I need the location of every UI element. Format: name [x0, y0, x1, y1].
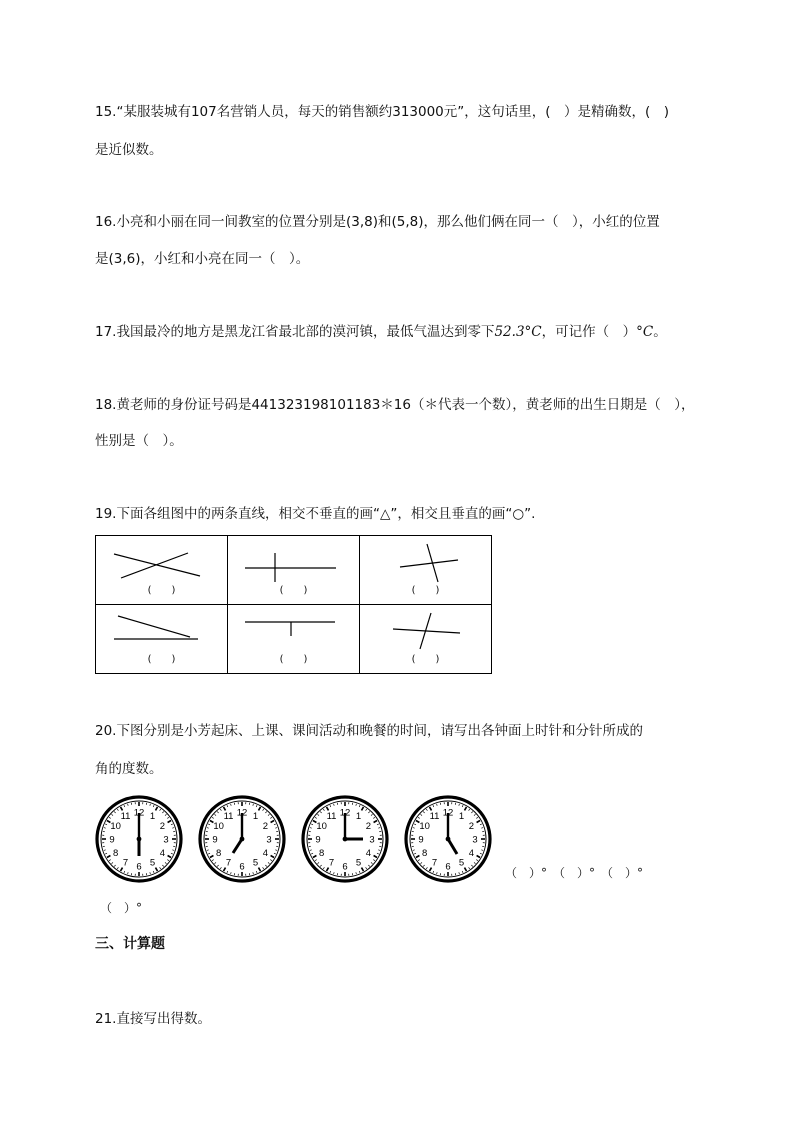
svg-text:5: 5 [355, 857, 362, 869]
svg-text:11: 11 [326, 810, 337, 822]
svg-text:12: 12 [442, 807, 454, 819]
figure-cell-1 [96, 536, 228, 605]
svg-text:10: 10 [316, 820, 327, 832]
q19-line1: 19.下面各组图中的两条直线，相交不垂直的画“△”，相交且垂直的画“○”. [95, 506, 536, 522]
svg-text:10: 10 [213, 820, 224, 832]
svg-text:3: 3 [266, 834, 272, 846]
svg-text:3: 3 [472, 834, 478, 846]
svg-text:11: 11 [120, 810, 131, 822]
figure-cell-2 [228, 536, 360, 605]
svg-text:8: 8 [112, 847, 119, 859]
figure-cell-3 [360, 536, 492, 605]
answer-blank: ( ) [279, 585, 308, 596]
svg-text:12: 12 [236, 807, 248, 819]
q21-line1: 21.直接写出得数。 [95, 1011, 211, 1027]
clock-class-start [198, 795, 286, 883]
svg-text:7: 7 [431, 857, 438, 869]
svg-text:7: 7 [225, 857, 232, 869]
svg-text:9: 9 [109, 834, 115, 846]
q20-answer-last: （ ）° [100, 901, 143, 915]
svg-text:9: 9 [315, 834, 321, 846]
svg-text:8: 8 [318, 847, 325, 859]
answer-blank: ( ) [147, 585, 176, 596]
clock-wake-up [95, 795, 183, 883]
svg-text:10: 10 [419, 820, 430, 832]
q18-line1: 18.黄老师的身份证号码是441323198101183＊16（＊代表一个数），黄老师的出生日期是（ ）， [95, 397, 695, 413]
figure-cell-6 [360, 605, 492, 674]
answer-blank: ( ) [411, 654, 440, 665]
svg-text:10: 10 [110, 820, 121, 832]
svg-text:12: 12 [339, 807, 351, 819]
svg-text:7: 7 [122, 857, 129, 869]
svg-text:4: 4 [468, 847, 475, 859]
svg-text:1: 1 [458, 810, 465, 822]
q17-value: 52.3°C [494, 324, 542, 340]
svg-text:4: 4 [365, 847, 372, 859]
q17-line [95, 323, 667, 341]
q17-mid: ，可记作（ ） [541, 324, 637, 340]
svg-text:4: 4 [262, 847, 269, 859]
svg-text:8: 8 [215, 847, 222, 859]
q16-line1: 16.小亮和小丽在同一间教室的位置分别是(3,8)和(5,8)，那么他们俩在同一（ ），小红的位置 [95, 214, 660, 230]
svg-text:1: 1 [252, 810, 259, 822]
svg-text:7: 7 [328, 857, 335, 869]
svg-text:5: 5 [458, 857, 465, 869]
svg-text:2: 2 [262, 820, 269, 832]
q18-line2: 性别是（ ）。 [95, 433, 183, 449]
svg-text:1: 1 [149, 810, 156, 822]
svg-text:5: 5 [149, 857, 156, 869]
q17-end: 。 [653, 324, 667, 340]
svg-text:12: 12 [133, 807, 145, 819]
answer-blank: ( ) [279, 654, 308, 665]
figure-cell-4 [96, 605, 228, 674]
q17-unit: °C [636, 324, 654, 340]
q20-line2: 角的度数。 [95, 761, 163, 777]
svg-text:6: 6 [445, 861, 451, 873]
svg-text:3: 3 [163, 834, 169, 846]
svg-text:3: 3 [369, 834, 375, 846]
clock-dinner [404, 795, 492, 883]
q15-line2: 是近似数。 [95, 142, 163, 158]
svg-text:2: 2 [468, 820, 475, 832]
svg-text:2: 2 [159, 820, 166, 832]
svg-text:9: 9 [418, 834, 424, 846]
q15-line1: 15.“某服装城有107名营销人员，每天的销售额约313000元”，这句话里，( ）是精确数，( ) [95, 104, 670, 120]
svg-text:6: 6 [239, 861, 245, 873]
clock-break-activity [301, 795, 389, 883]
section-title: 三、计算题 [95, 936, 165, 952]
svg-text:1: 1 [355, 810, 362, 822]
svg-text:11: 11 [223, 810, 234, 822]
figure-cell-5 [228, 605, 360, 674]
q20-line1: 20.下图分别是小芳起床、上课、课间活动和晚餐的时间，请写出各钟面上时针和分针所成的 [95, 723, 643, 739]
svg-text:6: 6 [136, 861, 142, 873]
answer-blank: ( ) [411, 585, 440, 596]
svg-text:8: 8 [421, 847, 428, 859]
q20-answers-row: （ ）° （ ）° （ ）° [505, 866, 644, 880]
answer-blank: ( ) [147, 654, 176, 665]
svg-text:9: 9 [212, 834, 218, 846]
svg-text:6: 6 [342, 861, 348, 873]
lines-figure-table [95, 535, 492, 674]
q16-line2: 是(3,6)，小红和小亮在同一（ ）。 [95, 251, 310, 267]
q17-pre: 17.我国最冷的地方是黑龙江省最北部的漠河镇，最低气温达到零下 [95, 324, 495, 340]
svg-text:11: 11 [429, 810, 440, 822]
svg-text:4: 4 [159, 847, 166, 859]
svg-text:2: 2 [365, 820, 372, 832]
svg-text:5: 5 [252, 857, 259, 869]
